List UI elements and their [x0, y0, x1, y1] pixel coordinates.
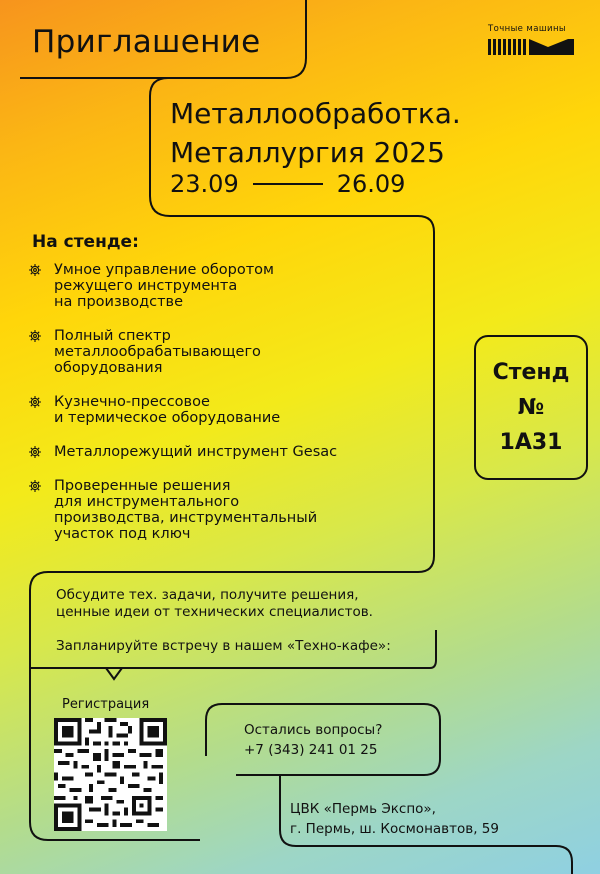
list-item — [28, 478, 388, 542]
stand-item-text: Полный спектр металлообрабатывающего оборудования — [54, 328, 261, 376]
gear-icon — [28, 263, 42, 277]
booth-label: Стенд — [492, 360, 570, 385]
gear-icon — [28, 479, 42, 493]
gear-icon — [28, 445, 42, 459]
contacts-block — [244, 720, 382, 760]
registration-qr-code[interactable] — [54, 718, 167, 831]
brand-emblem-icon — [488, 37, 574, 55]
list-item — [28, 394, 388, 426]
gear-icon — [28, 329, 42, 343]
venue-block — [290, 799, 499, 839]
questions-text: Остались вопросы? — [244, 722, 383, 738]
date-range-line — [253, 183, 323, 185]
invitation-title: Приглашение — [32, 24, 261, 60]
booth-number: 1А31 — [499, 430, 563, 455]
gear-icon — [28, 395, 42, 409]
booth-badge — [474, 335, 588, 480]
phone-number[interactable]: +7 (343) 241 01 25 — [244, 742, 378, 758]
stand-item-text: Кузнечно-прессовое и термическое оборудование — [54, 394, 281, 426]
list-item — [28, 328, 388, 376]
exhibition-dates — [170, 170, 405, 198]
exhibition-title-line2: Металлургия 2025 — [170, 136, 445, 169]
list-item — [28, 444, 388, 460]
venue-address: г. Пермь, ш. Космонавтов, 59 — [290, 821, 499, 837]
venue-name: ЦВК «Пермь Экспо», — [290, 801, 436, 817]
exhibition-title-line1: Металлообработка. — [170, 97, 461, 130]
stand-item-text: Умное управление оборотом режущего инструмента на производстве — [54, 262, 274, 310]
booth-number-sign: № — [517, 395, 545, 420]
cafe-plan-text: Запланируйте встречу в нашем «Техно-кафе»: — [56, 638, 391, 654]
exhibition-title — [170, 94, 500, 172]
stand-item-text: Проверенные решения для инструментального производства, инструментальный участок под ключ — [54, 478, 318, 542]
date-end: 26.09 — [336, 170, 406, 198]
brand-logo — [488, 24, 574, 55]
stand-list — [28, 262, 388, 560]
registration-label: Регистрация — [62, 697, 150, 712]
stand-item-text: Металлорежущий инструмент Gesac — [54, 444, 338, 460]
date-start: 23.09 — [170, 170, 239, 198]
brand-name: Точные машины — [488, 24, 567, 34]
list-item — [28, 262, 388, 310]
cafe-discuss-text: Обсудите тех. задачи, получите решения, ценные идеи от технических специалистов. — [56, 587, 373, 620]
stand-heading: На стенде: — [32, 232, 139, 252]
